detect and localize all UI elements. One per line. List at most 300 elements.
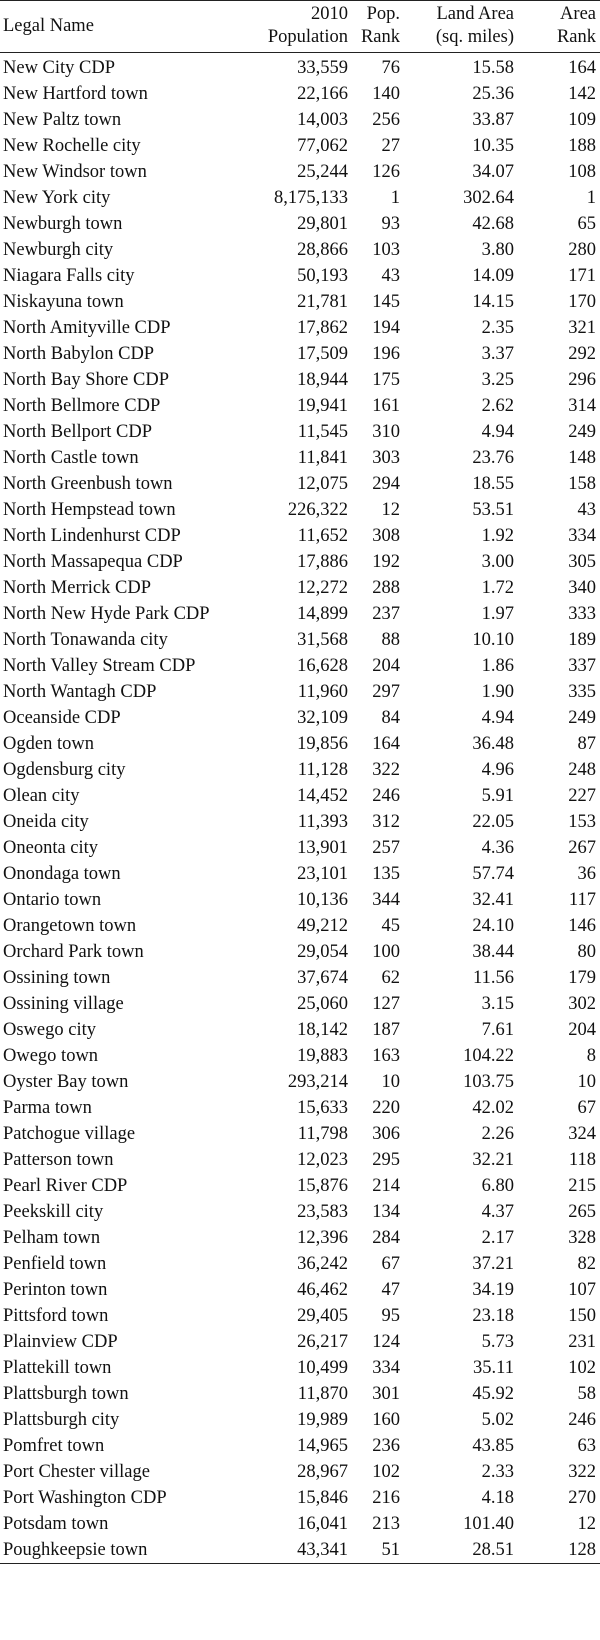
cell-legal-name: Newburgh town bbox=[3, 214, 123, 234]
table-row bbox=[0, 159, 600, 185]
cell-pop-rank: 103 bbox=[372, 240, 400, 260]
cell-area-rank: 179 bbox=[568, 968, 596, 988]
cell-area-rank: 63 bbox=[577, 1436, 596, 1456]
cell-population: 23,101 bbox=[297, 864, 348, 884]
cell-pop-rank: 10 bbox=[381, 1072, 400, 1092]
cell-land-area: 24.10 bbox=[472, 916, 514, 936]
cell-pop-rank: 102 bbox=[372, 1462, 400, 1482]
cell-population: 16,628 bbox=[297, 656, 348, 676]
cell-legal-name: Plattekill town bbox=[3, 1358, 112, 1378]
cell-land-area: 42.02 bbox=[472, 1098, 514, 1118]
table-row bbox=[0, 1017, 600, 1043]
cell-population: 11,393 bbox=[297, 812, 348, 832]
cell-legal-name: New York city bbox=[3, 188, 111, 208]
cell-area-rank: 337 bbox=[568, 656, 596, 676]
cell-legal-name: Olean city bbox=[3, 786, 80, 806]
cell-pop-rank: 284 bbox=[372, 1228, 400, 1248]
cell-area-rank: 334 bbox=[568, 526, 596, 546]
cell-population: 11,798 bbox=[297, 1124, 348, 1144]
cell-legal-name: Ogden town bbox=[3, 734, 94, 754]
cell-legal-name: Perinton town bbox=[3, 1280, 108, 1300]
cell-legal-name: Ontario town bbox=[3, 890, 102, 910]
cell-pop-rank: 124 bbox=[372, 1332, 400, 1352]
cell-area-rank: 102 bbox=[568, 1358, 596, 1378]
cell-population: 10,499 bbox=[297, 1358, 348, 1378]
cell-pop-rank: 135 bbox=[372, 864, 400, 884]
table-row bbox=[0, 965, 600, 991]
table-row bbox=[0, 263, 600, 289]
cell-population: 11,870 bbox=[297, 1384, 348, 1404]
table-row bbox=[0, 1407, 600, 1433]
cell-area-rank: 189 bbox=[568, 630, 596, 650]
cell-population: 15,846 bbox=[297, 1488, 348, 1508]
cell-population: 293,214 bbox=[287, 1072, 348, 1092]
cell-area-rank: 302 bbox=[568, 994, 596, 1014]
cell-legal-name: Ossining village bbox=[3, 994, 124, 1014]
cell-land-area: 4.36 bbox=[481, 838, 514, 858]
cell-land-area: 1.86 bbox=[481, 656, 514, 676]
table-row bbox=[0, 1485, 600, 1511]
cell-area-rank: 204 bbox=[568, 1020, 596, 1040]
header-pop-rank-line-1: Pop. bbox=[366, 4, 400, 24]
header-row bbox=[0, 1, 600, 53]
cell-legal-name: Niskayuna town bbox=[3, 292, 124, 312]
cell-land-area: 14.15 bbox=[472, 292, 514, 312]
cell-legal-name: Pelham town bbox=[3, 1228, 101, 1248]
table-row bbox=[0, 627, 600, 653]
cell-legal-name: Potsdam town bbox=[3, 1514, 109, 1534]
cell-land-area: 10.35 bbox=[472, 136, 514, 156]
cell-land-area: 14.09 bbox=[472, 266, 514, 286]
table-row bbox=[0, 237, 600, 263]
cell-legal-name: New Paltz town bbox=[3, 110, 122, 130]
cell-legal-name: Newburgh city bbox=[3, 240, 114, 260]
cell-area-rank: 8 bbox=[586, 1046, 596, 1066]
table-row bbox=[0, 887, 600, 913]
cell-pop-rank: 140 bbox=[372, 84, 400, 104]
cell-land-area: 10.10 bbox=[472, 630, 514, 650]
cell-legal-name: Port Washington CDP bbox=[3, 1488, 167, 1508]
cell-land-area: 25.36 bbox=[472, 84, 514, 104]
cell-population: 11,960 bbox=[297, 682, 348, 702]
cell-area-rank: 80 bbox=[577, 942, 596, 962]
cell-area-rank: 150 bbox=[568, 1306, 596, 1326]
cell-land-area: 5.02 bbox=[481, 1410, 514, 1430]
cell-population: 29,054 bbox=[297, 942, 348, 962]
cell-pop-rank: 67 bbox=[381, 1254, 400, 1274]
cell-population: 15,876 bbox=[297, 1176, 348, 1196]
cell-land-area: 4.96 bbox=[481, 760, 514, 780]
cell-land-area: 32.21 bbox=[472, 1150, 514, 1170]
cell-land-area: 4.94 bbox=[481, 422, 514, 442]
cell-pop-rank: 126 bbox=[372, 162, 400, 182]
cell-area-rank: 321 bbox=[568, 318, 596, 338]
cell-legal-name: North Babylon CDP bbox=[3, 344, 155, 364]
cell-area-rank: 170 bbox=[568, 292, 596, 312]
cell-land-area: 1.92 bbox=[481, 526, 514, 546]
cell-pop-rank: 216 bbox=[372, 1488, 400, 1508]
cell-area-rank: 108 bbox=[568, 162, 596, 182]
cell-land-area: 36.48 bbox=[472, 734, 514, 754]
table-row bbox=[0, 1121, 600, 1147]
cell-legal-name: Orangetown town bbox=[3, 916, 137, 936]
cell-population: 11,545 bbox=[297, 422, 348, 442]
cell-legal-name: Plainview CDP bbox=[3, 1332, 118, 1352]
cell-land-area: 4.37 bbox=[481, 1202, 514, 1222]
cell-area-rank: 246 bbox=[568, 1410, 596, 1430]
cell-land-area: 22.05 bbox=[472, 812, 514, 832]
cell-population: 16,041 bbox=[297, 1514, 348, 1534]
cell-land-area: 38.44 bbox=[472, 942, 514, 962]
cell-legal-name: Pomfret town bbox=[3, 1436, 105, 1456]
cell-land-area: 37.21 bbox=[472, 1254, 514, 1274]
table-row bbox=[0, 1225, 600, 1251]
cell-land-area: 103.75 bbox=[463, 1072, 514, 1092]
cell-legal-name: Peekskill city bbox=[3, 1202, 104, 1222]
table-row bbox=[0, 1433, 600, 1459]
cell-population: 13,901 bbox=[297, 838, 348, 858]
cell-land-area: 3.37 bbox=[481, 344, 514, 364]
cell-population: 17,886 bbox=[297, 552, 348, 572]
table-row bbox=[0, 185, 600, 211]
cell-legal-name: New Windsor town bbox=[3, 162, 147, 182]
cell-area-rank: 36 bbox=[577, 864, 596, 884]
cell-pop-rank: 127 bbox=[372, 994, 400, 1014]
cell-population: 46,462 bbox=[297, 1280, 348, 1300]
cell-pop-rank: 45 bbox=[381, 916, 400, 936]
cell-legal-name: Plattsburgh town bbox=[3, 1384, 129, 1404]
cell-legal-name: Oneonta city bbox=[3, 838, 99, 858]
header-area-rank bbox=[518, 1, 600, 53]
cell-area-rank: 335 bbox=[568, 682, 596, 702]
cell-population: 23,583 bbox=[297, 1202, 348, 1222]
table-row bbox=[0, 1251, 600, 1277]
cell-area-rank: 340 bbox=[568, 578, 596, 598]
table-row bbox=[0, 1303, 600, 1329]
cell-land-area: 57.74 bbox=[472, 864, 514, 884]
cell-pop-rank: 220 bbox=[372, 1098, 400, 1118]
cell-area-rank: 117 bbox=[568, 890, 596, 910]
cell-population: 33,559 bbox=[297, 58, 348, 78]
table-row bbox=[0, 1043, 600, 1069]
table-row bbox=[0, 913, 600, 939]
table-header bbox=[0, 1, 600, 53]
cell-land-area: 33.87 bbox=[472, 110, 514, 130]
cell-population: 11,652 bbox=[297, 526, 348, 546]
table-row bbox=[0, 939, 600, 965]
cell-area-rank: 322 bbox=[568, 1462, 596, 1482]
cell-area-rank: 58 bbox=[577, 1384, 596, 1404]
cell-population: 14,899 bbox=[297, 604, 348, 624]
cell-land-area: 34.07 bbox=[472, 162, 514, 182]
cell-population: 19,989 bbox=[297, 1410, 348, 1430]
cell-land-area: 101.40 bbox=[463, 1514, 514, 1534]
cell-area-rank: 148 bbox=[568, 448, 596, 468]
cell-area-rank: 249 bbox=[568, 708, 596, 728]
cell-legal-name: North New Hyde Park CDP bbox=[3, 604, 210, 624]
cell-land-area: 43.85 bbox=[472, 1436, 514, 1456]
table-row bbox=[0, 991, 600, 1017]
cell-population: 11,128 bbox=[297, 760, 348, 780]
cell-population: 49,212 bbox=[297, 916, 348, 936]
cell-area-rank: 146 bbox=[568, 916, 596, 936]
cell-land-area: 45.92 bbox=[472, 1384, 514, 1404]
cell-pop-rank: 213 bbox=[372, 1514, 400, 1534]
cell-pop-rank: 93 bbox=[381, 214, 400, 234]
header-land-area-line-1: Land Area bbox=[436, 4, 514, 24]
table-row bbox=[0, 1381, 600, 1407]
cell-pop-rank: 257 bbox=[372, 838, 400, 858]
cell-pop-rank: 161 bbox=[372, 396, 400, 416]
cell-population: 29,801 bbox=[297, 214, 348, 234]
cell-legal-name: Oneida city bbox=[3, 812, 89, 832]
cell-legal-name: Ogdensburg city bbox=[3, 760, 126, 780]
table-row bbox=[0, 1511, 600, 1537]
cell-population: 12,075 bbox=[297, 474, 348, 494]
cell-population: 19,941 bbox=[297, 396, 348, 416]
cell-area-rank: 227 bbox=[568, 786, 596, 806]
cell-population: 8,175,133 bbox=[274, 188, 348, 208]
table-row bbox=[0, 757, 600, 783]
cell-land-area: 2.17 bbox=[481, 1228, 514, 1248]
cell-legal-name: Penfield town bbox=[3, 1254, 107, 1274]
table-row bbox=[0, 731, 600, 757]
cell-area-rank: 109 bbox=[568, 110, 596, 130]
cell-population: 10,136 bbox=[297, 890, 348, 910]
cell-pop-rank: 163 bbox=[372, 1046, 400, 1066]
cell-area-rank: 328 bbox=[568, 1228, 596, 1248]
cell-land-area: 4.94 bbox=[481, 708, 514, 728]
table-row bbox=[0, 53, 600, 82]
cell-legal-name: New Hartford town bbox=[3, 84, 148, 104]
cell-legal-name: Pearl River CDP bbox=[3, 1176, 128, 1196]
cell-area-rank: 87 bbox=[577, 734, 596, 754]
cell-pop-rank: 43 bbox=[381, 266, 400, 286]
cell-population: 22,166 bbox=[297, 84, 348, 104]
cell-legal-name: Owego town bbox=[3, 1046, 99, 1066]
cell-population: 25,060 bbox=[297, 994, 348, 1014]
cell-legal-name: Niagara Falls city bbox=[3, 266, 135, 286]
cell-area-rank: 67 bbox=[577, 1098, 596, 1118]
table-row bbox=[0, 601, 600, 627]
cell-pop-rank: 308 bbox=[372, 526, 400, 546]
cell-population: 19,883 bbox=[297, 1046, 348, 1066]
header-population bbox=[252, 1, 352, 53]
cell-pop-rank: 294 bbox=[372, 474, 400, 494]
cell-area-rank: 249 bbox=[568, 422, 596, 442]
cell-legal-name: North Greenbush town bbox=[3, 474, 173, 494]
table-row bbox=[0, 497, 600, 523]
cell-pop-rank: 100 bbox=[372, 942, 400, 962]
cell-land-area: 28.51 bbox=[404, 1537, 518, 1564]
cell-population: 77,062 bbox=[297, 136, 348, 156]
cell-area-rank: 248 bbox=[568, 760, 596, 780]
header-pop-rank-line-2: Rank bbox=[360, 27, 400, 47]
cell-area-rank: 305 bbox=[568, 552, 596, 572]
cell-legal-name: North Bellmore CDP bbox=[3, 396, 161, 416]
cell-population: 17,509 bbox=[297, 344, 348, 364]
cell-land-area: 1.72 bbox=[481, 578, 514, 598]
cell-area-rank: 215 bbox=[568, 1176, 596, 1196]
table-row bbox=[0, 341, 600, 367]
cell-pop-rank: 76 bbox=[381, 58, 400, 78]
cell-pop-rank: 187 bbox=[372, 1020, 400, 1040]
cell-area-rank: 164 bbox=[568, 58, 596, 78]
header-population-line-2: Population bbox=[267, 27, 348, 47]
cell-pop-rank: 51 bbox=[352, 1537, 404, 1564]
table-row bbox=[0, 1173, 600, 1199]
cell-pop-rank: 306 bbox=[372, 1124, 400, 1144]
cell-area-rank: 1 bbox=[586, 188, 596, 208]
table-row bbox=[0, 1329, 600, 1355]
header-land-area bbox=[404, 1, 518, 53]
cell-pop-rank: 134 bbox=[372, 1202, 400, 1222]
table-row bbox=[0, 1199, 600, 1225]
cell-land-area: 3.00 bbox=[481, 552, 514, 572]
table-row bbox=[0, 523, 600, 549]
cell-area-rank: 118 bbox=[568, 1150, 596, 1170]
cell-legal-name: Ossining town bbox=[3, 968, 111, 988]
table-row bbox=[0, 1355, 600, 1381]
cell-area-rank: 296 bbox=[568, 370, 596, 390]
cell-legal-name: Orchard Park town bbox=[3, 942, 144, 962]
cell-legal-name: North Valley Stream CDP bbox=[3, 656, 196, 676]
cell-legal-name: Oyster Bay town bbox=[3, 1072, 129, 1092]
cell-area-rank: 10 bbox=[577, 1072, 596, 1092]
cell-legal-name: North Bay Shore CDP bbox=[3, 370, 169, 390]
cell-land-area: 11.56 bbox=[473, 968, 514, 988]
cell-land-area: 7.61 bbox=[481, 1020, 514, 1040]
cell-population: 28,967 bbox=[297, 1462, 348, 1482]
cell-legal-name: North Hempstead town bbox=[3, 500, 176, 520]
cell-pop-rank: 214 bbox=[372, 1176, 400, 1196]
cell-population: 14,452 bbox=[297, 786, 348, 806]
cell-pop-rank: 312 bbox=[372, 812, 400, 832]
cell-land-area: 18.55 bbox=[472, 474, 514, 494]
cell-area-rank: 188 bbox=[568, 136, 596, 156]
cell-land-area: 53.51 bbox=[472, 500, 514, 520]
cell-legal-name: North Castle town bbox=[3, 448, 139, 468]
table-row bbox=[0, 1277, 600, 1303]
cell-pop-rank: 62 bbox=[381, 968, 400, 988]
cell-legal-name: Poughkeepsie town bbox=[0, 1537, 252, 1564]
cell-area-rank: 65 bbox=[577, 214, 596, 234]
cell-area-rank: 292 bbox=[568, 344, 596, 364]
cell-area-rank: 314 bbox=[568, 396, 596, 416]
cell-legal-name: North Lindenhurst CDP bbox=[3, 526, 181, 546]
cell-population: 18,142 bbox=[297, 1020, 348, 1040]
cell-legal-name: North Massapequa CDP bbox=[3, 552, 183, 572]
cell-legal-name: Pittsford town bbox=[3, 1306, 109, 1326]
cell-pop-rank: 322 bbox=[372, 760, 400, 780]
cell-pop-rank: 204 bbox=[372, 656, 400, 676]
cell-legal-name: New Rochelle city bbox=[3, 136, 141, 156]
cell-pop-rank: 297 bbox=[372, 682, 400, 702]
cell-land-area: 32.41 bbox=[472, 890, 514, 910]
cell-pop-rank: 196 bbox=[372, 344, 400, 364]
cell-pop-rank: 334 bbox=[372, 1358, 400, 1378]
cell-pop-rank: 12 bbox=[381, 500, 400, 520]
cell-population: 226,322 bbox=[287, 500, 348, 520]
cell-legal-name: Oceanside CDP bbox=[3, 708, 121, 728]
table-body bbox=[0, 53, 600, 1564]
cell-population: 14,965 bbox=[297, 1436, 348, 1456]
table-row bbox=[0, 1147, 600, 1173]
table-row bbox=[0, 1537, 600, 1564]
table-row bbox=[0, 133, 600, 159]
table-row bbox=[0, 705, 600, 731]
cell-land-area: 15.58 bbox=[472, 58, 514, 78]
cell-land-area: 3.15 bbox=[481, 994, 514, 1014]
cell-land-area: 1.90 bbox=[481, 682, 514, 702]
cell-pop-rank: 310 bbox=[372, 422, 400, 442]
cell-land-area: 6.80 bbox=[481, 1176, 514, 1196]
cell-legal-name: North Amityville CDP bbox=[3, 318, 171, 338]
header-legal-name-line: Legal Name bbox=[3, 15, 94, 36]
cell-area-rank: 324 bbox=[568, 1124, 596, 1144]
table-row bbox=[0, 783, 600, 809]
cell-land-area: 5.91 bbox=[481, 786, 514, 806]
cell-pop-rank: 95 bbox=[381, 1306, 400, 1326]
cell-area-rank: 128 bbox=[518, 1537, 600, 1564]
cell-area-rank: 142 bbox=[568, 84, 596, 104]
cell-land-area: 35.11 bbox=[473, 1358, 514, 1378]
cell-area-rank: 43 bbox=[577, 500, 596, 520]
cell-pop-rank: 27 bbox=[381, 136, 400, 156]
table-row bbox=[0, 861, 600, 887]
table-row bbox=[0, 315, 600, 341]
cell-population: 18,944 bbox=[297, 370, 348, 390]
cell-population: 11,841 bbox=[297, 448, 348, 468]
cell-land-area: 3.25 bbox=[481, 370, 514, 390]
cell-area-rank: 171 bbox=[568, 266, 596, 286]
table-row bbox=[0, 1069, 600, 1095]
cell-population: 19,856 bbox=[297, 734, 348, 754]
cell-legal-name: Plattsburgh city bbox=[3, 1410, 120, 1430]
cell-land-area: 2.26 bbox=[481, 1124, 514, 1144]
cell-land-area: 104.22 bbox=[463, 1046, 514, 1066]
table-row bbox=[0, 575, 600, 601]
cell-legal-name: North Tonawanda city bbox=[3, 630, 168, 650]
cell-legal-name: Onondaga town bbox=[3, 864, 121, 884]
cell-legal-name: Patterson town bbox=[3, 1150, 114, 1170]
cell-pop-rank: 295 bbox=[372, 1150, 400, 1170]
cell-pop-rank: 194 bbox=[372, 318, 400, 338]
cell-pop-rank: 145 bbox=[372, 292, 400, 312]
cell-land-area: 34.19 bbox=[472, 1280, 514, 1300]
cell-land-area: 2.33 bbox=[481, 1462, 514, 1482]
table-row bbox=[0, 81, 600, 107]
cell-pop-rank: 246 bbox=[372, 786, 400, 806]
cell-area-rank: 107 bbox=[568, 1280, 596, 1300]
cell-land-area: 4.18 bbox=[481, 1488, 514, 1508]
cell-area-rank: 267 bbox=[568, 838, 596, 858]
cell-population: 32,109 bbox=[297, 708, 348, 728]
cell-pop-rank: 303 bbox=[372, 448, 400, 468]
cell-land-area: 2.62 bbox=[481, 396, 514, 416]
header-pop-rank bbox=[352, 1, 404, 53]
cell-area-rank: 333 bbox=[568, 604, 596, 624]
cell-pop-rank: 237 bbox=[372, 604, 400, 624]
cell-area-rank: 265 bbox=[568, 1202, 596, 1222]
table-row bbox=[0, 835, 600, 861]
table-row bbox=[0, 1459, 600, 1485]
cell-legal-name: North Merrick CDP bbox=[3, 578, 151, 598]
table-row bbox=[0, 211, 600, 237]
cell-legal-name: Patchogue village bbox=[3, 1124, 136, 1144]
cell-land-area: 23.18 bbox=[472, 1306, 514, 1326]
cell-pop-rank: 84 bbox=[381, 708, 400, 728]
